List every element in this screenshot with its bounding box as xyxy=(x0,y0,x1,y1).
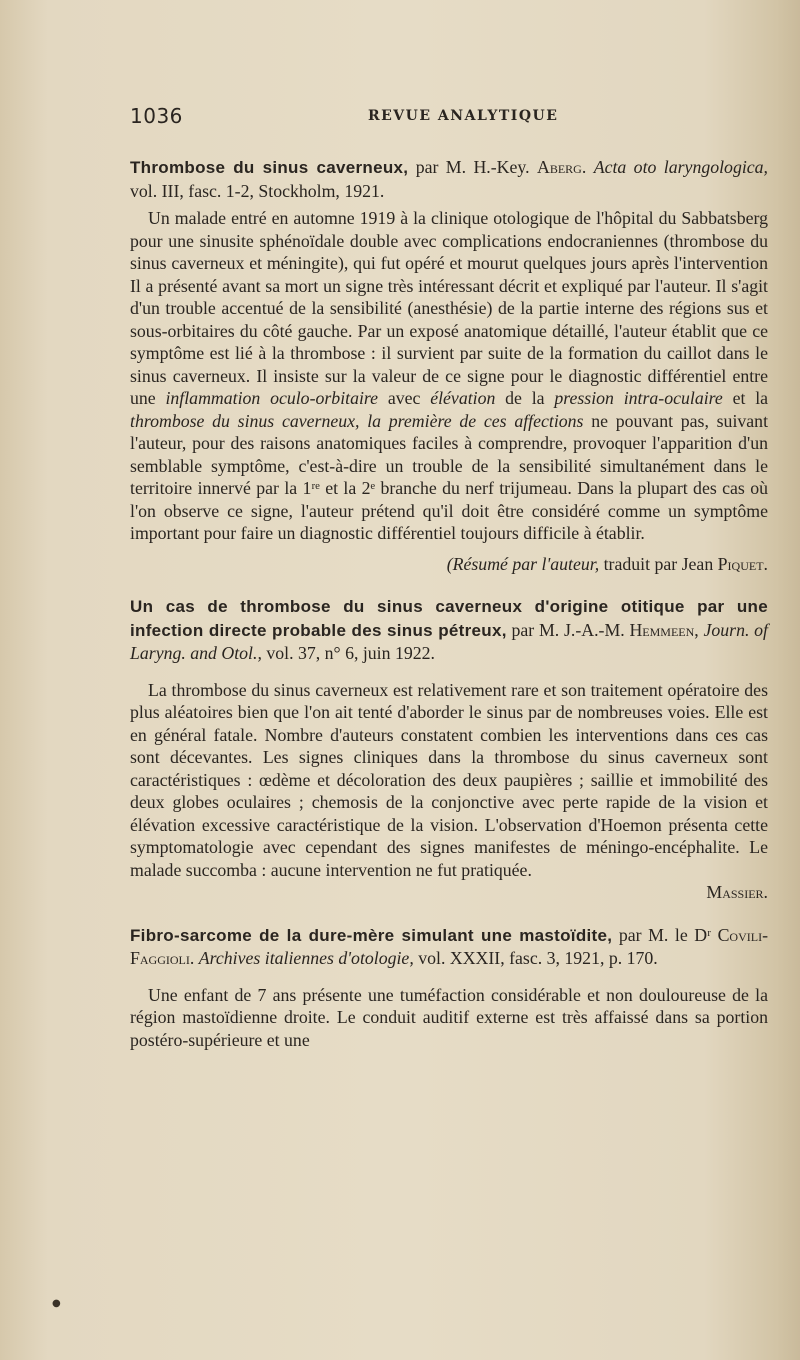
entry-1-journal: Acta oto laryngologica, xyxy=(593,157,769,177)
entry-1-body-text-e: ne pouvant pas, suivant l'auteur, pour des raisons anatomiques faciles à comprendre, provoquer l'apparition d'un semblable symptôme, c'est-à-dire un trouble de la sensibilité simultanément dans le territoire innervé par la 1ʳᵉ et la 2ᵉ branche du nerf trijumeau. Dans la plupart des cas où l'on observe ce signe, l'auteur prétend qu'il doit être considéré comme un symptôme important pour faire un diagnostic différentiel toujours difficile à établir. xyxy=(130,410,769,543)
review-entry-2 xyxy=(130,595,768,904)
entry-3-details: vol. XXXII, fasc. 3, 1921, p. 170. xyxy=(418,948,658,968)
entry-1-resume-label: (Résumé par l'auteur, xyxy=(446,553,600,574)
entry-1-body-text-b: avec xyxy=(387,388,421,408)
entry-1-body xyxy=(130,207,768,545)
entry-2-signature: Massier. xyxy=(706,882,768,902)
review-entry-3 xyxy=(130,924,768,1052)
entry-1-italic-1: inflammation oculo-orbitaire xyxy=(165,388,379,408)
entry-1-resume-text: traduit par Jean xyxy=(603,553,714,574)
page-header xyxy=(130,104,768,134)
entry-1-italic-3: pression intra-oculaire xyxy=(554,388,723,408)
entry-2-by: par M. J.-A.-M. xyxy=(511,619,625,640)
entry-3-heading xyxy=(130,924,768,970)
entry-1-by: par M. H.-Key. xyxy=(415,157,530,177)
entry-1-body-text-d: et la xyxy=(732,388,769,408)
entry-1-details: vol. III, fasc. 1-2, Stockholm, 1921. xyxy=(130,180,385,201)
entry-1-translator: Piquet. xyxy=(717,553,768,574)
entry-2-body: La thrombose du sinus caverneux est relativement rare et son traitement opératoire des plus aléatoires bien que l'on ait tenté d'aborder le sinus par de nombreuses voies. Elle est en général fatale. Nombre d'auteurs constatent combien les interventions dans ces cas sont décevantes. Les signes cliniques dans la thrombose du sinus caverneux sont caractéristiques : œdème et décoloration des deux paupières ; saillie et immobilité des deux globes oculaires ; chemosis de la conjonctive avec perte rapide de la vision et élévation excessive caractéristique de la vision. L'observation d'Hoemon présenta cette symptomatologie avec cependant des signes manifestes de méningo-encéphalite. Le malade succomba : aucune intervention ne fut pratiquée. xyxy=(130,679,768,880)
entry-1-body-text-a: Un malade entré en automne 1919 à la clinique otologique de l'hôpital du Sabbatsberg pour une sinusite sphénoïdale double avec complications endocraniennes (thrombose du sinus caverneux et méningite), qui fut opéré et mourut quelques jours après l'intervention Il a présenté avant sa mort un signe très intéressant décrit et expliqué par l'auteur. Il s'agit d'un trouble accentué de la sensibilité (anesthésie) de la partie interne des régions sus et sous-orbitaires du côté gauche. Par un exposé anatomique détaillé, l'auteur établit que ce symptôme est lié à la thrombose : il survient par suite de la formation du caillot dans le sinus caverneux. Il insiste sur la valeur de ce signe pour le diagnostic différentiel entre une xyxy=(130,208,768,408)
entry-2-journal: Journ. of Laryng. and Otol., xyxy=(130,619,768,663)
review-entry-1 xyxy=(130,156,768,575)
entry-2-heading xyxy=(130,595,768,665)
entry-3-title: Fibro-sarcome de la dure-mère simulant une mastoïdite, xyxy=(130,925,613,945)
entry-3-by: par M. le Dʳ xyxy=(618,924,711,945)
article-column xyxy=(130,156,768,1051)
entry-1-author: Aberg. xyxy=(537,157,587,177)
ink-speck-mark: ● xyxy=(52,1298,61,1309)
entry-3-journal: Archives italiennes d'otologie, xyxy=(198,948,414,968)
entry-3-author: Covili-Faggioli. xyxy=(130,924,768,968)
entry-1-title: Thrombose du sinus caverneux, xyxy=(130,158,409,177)
running-title: REVUE ANALYTIQUE xyxy=(368,108,559,124)
entry-1-body-text-c: de la xyxy=(505,388,545,408)
entry-1-heading xyxy=(130,156,768,202)
entry-2-title: Un cas de thrombose du sinus caverneux d'origine otitique par une infection directe probable des sinus pétreux, xyxy=(130,597,768,640)
entry-2-author: Hemmeen, xyxy=(629,619,699,640)
entry-2-details: vol. 37, n° 6, juin 1922. xyxy=(266,643,435,663)
entry-1-resume-credit xyxy=(130,553,768,576)
entry-3-body: Une enfant de 7 ans présente une tuméfaction considérable et non douloureuse de la région mastoïdienne droite. Le conduit auditif externe est très affaissé dans sa portion postéro-supérieure et une xyxy=(130,984,768,1050)
entry-1-italic-2: élévation xyxy=(430,388,496,408)
page-number: 1036 xyxy=(130,104,183,128)
entry-1-italic-4: thrombose du sinus caverneux, la première de ces affections xyxy=(130,410,584,431)
